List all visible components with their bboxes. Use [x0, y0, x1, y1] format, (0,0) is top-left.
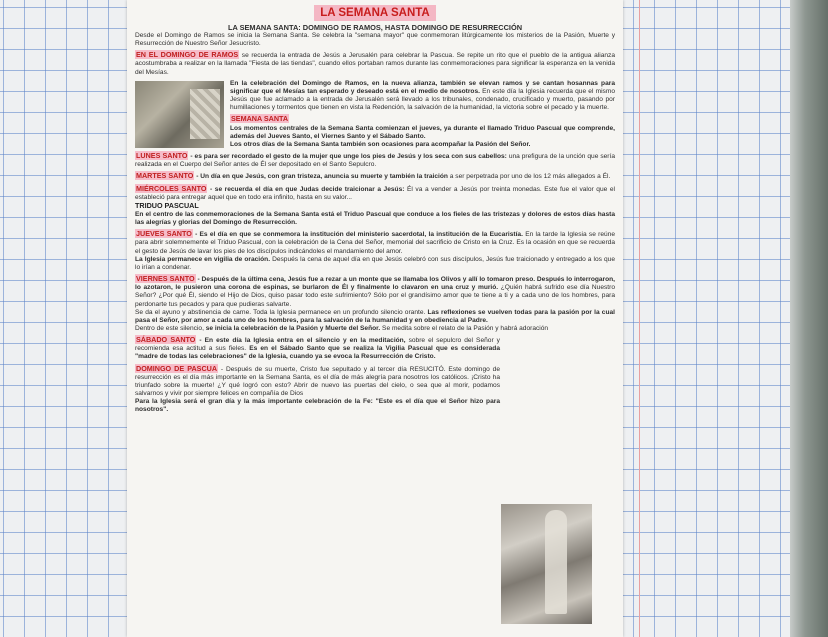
jueves-heading: JUEVES SANTO: [136, 229, 192, 239]
sabado-heading: SÁBADO SANTO: [136, 335, 196, 345]
jueves-section: [135, 230, 615, 272]
sabado-text2-bold: Es en el Sábado Santo que se realiza la Vigilia Pascual que es considerada "madre de todas las celebraciones" de la Iglesia, cuando ya se evoca la Resurrección de Cristo.: [135, 345, 500, 361]
martes-text: a ser perpetrada por uno de los 12 más allegados a Él.: [449, 173, 611, 181]
triduo-text: En el centro de las conmemoraciones de la Semana Santa está el Triduo Pascual que conduce a los fieles de las tristezas y dolores de estos días hasta las alegrías y glorias del Domingo de Resurrección.: [135, 210, 615, 227]
palm-sunday-photo: [135, 81, 224, 148]
lunes-text: una prefigura de la unción que sería realizada en el Cuerpo del Señor antes de Él ser depositado en el Santo Sepulcro.: [135, 153, 615, 169]
lunes-heading: LUNES SANTO: [136, 151, 188, 161]
document-content: [135, 5, 615, 418]
ramos-photo-block: [135, 80, 615, 149]
martes-section: [135, 172, 615, 181]
jueves-text2: Después la cena de aquel día en que Jesús celebró con sus discípulos, Jesús fue traicionado y entregado a los que lo irían a condenar.: [135, 255, 615, 271]
viernes-text-bold: - Después de la última cena, Jesús fue a rezar a un monte que se llamaba los Olivos y allí lo tomaron preso. Después lo interrogaron, lo azotaron, le pusieron una corona de espinas, se burlaron de Él y finalmente lo clavaron en una cruz y murió.: [135, 276, 616, 292]
semana-heading: SEMANA SANTA: [231, 114, 289, 124]
martes-heading: MARTES SANTO: [136, 171, 194, 181]
ramos-heading: EN EL DOMINGO DE RAMOS: [136, 50, 239, 60]
viernes-text3-end: Se medita sobre el relato de la Pasión y habrá adoración: [382, 325, 549, 332]
intro-paragraph: Desde el Domingo de Ramos se inicia la Semana Santa. Se celebra la "semana mayor" que conmemoran litúrgicamente los misterios de la Pasión, Muerte y Resurrección de Nuestro Señor Jesucristo.: [135, 32, 615, 48]
semana-text: Los momentos centrales de la Semana Santa comienzan el jueves, ya durante el llamado Triduo Pascual que comprende, además del Jueves Santo, el Viernes Santo y el Sábado Santo.: [230, 124, 615, 140]
pascua-text2-bold: Para la Iglesia será el gran día y la más importante celebración de la Fe: "Este es el día que el Señor hizo para nosotros".: [135, 398, 500, 414]
ramos-text: se recuerda la entrada de Jesús a Jerusalén para celebrar la Pascua. Se repite un rito que el pueblo de la antigua alianza acostumbraba a realizar en la llamada "Fiesta de las tiendas", cuando ellos portaban ramos durante las conmemoraciones para significar la esperanza en la venida del Mesías.: [135, 52, 615, 76]
jueves-text: En la tarde la Iglesia se reúne para abrir solemnemente el Triduo Pascual, con la celebración de la Cena del Señor, memorial del sacrificio de Cristo en la Cruz. Es la ocasión en que se recuerda el gesto de Jesús de lavar los pies de los discípulos indicándoles el mandamiento del amor.: [135, 231, 615, 255]
viernes-text3-bold: se inicia la celebración de la Pasión y Muerte del Señor.: [205, 325, 381, 332]
semana-text2: Los otros días de la Semana Santa también son ocasiones para acompañar la Pasión del Señor.: [230, 140, 531, 148]
sabado-section: [135, 336, 500, 361]
sabado-text: sobre el sepulcro del Señor y recomienda esa actitud a sus fieles.: [135, 337, 500, 353]
pascua-text: - Después de su muerte, Cristo fue sepultado y al tercer día RESUCITÓ. Este domingo de resurrección es el día más importante en la Semana Santa, es el día de más alegría para nosotros los católicos. ¡Cristo ha triunfado sobre la muerte! ¿Y qué logró con esto? Abrir de nuevo las puertas del cielo, o sea que al morir, podamos salvarnos y vivir por siempre felices en compañía de Dios: [135, 365, 500, 398]
ramos-photo-text-plain: En este día la Iglesia recuerda que el mismo Jesús que fue aclamado a la entrada de Jerusalén será llevado a los tribunales, condenado, crucificado y muerto, pasando por humillaciones y tormentos que tienen en vista la Redención, la salvación de la humanidad, la victoria sobre el pecado y la muerte.: [230, 87, 616, 112]
jueves-text2-bold: La Iglesia permanece en vigilia de oración.: [135, 255, 271, 263]
lunes-text-bold: - es para ser recordado el gesto de la mujer que unge los pies de Jesús y los seca con sus cabellos:: [190, 153, 507, 161]
viernes-heading: VIERNES SANTO: [136, 274, 195, 284]
jueves-text-bold: - Es el día en que se conmemora la institución del ministerio sacerdotal, la institución de la Eucaristía.: [195, 231, 523, 239]
miercoles-text-bold: - se recuerda el día en que Judas decide traicionar a Jesús:: [210, 185, 405, 193]
resurrection-photo: [501, 504, 592, 624]
sabado-text-bold: - En este día la Iglesia entra en el silencio y en la meditación,: [199, 337, 406, 345]
viernes-section: [135, 275, 615, 333]
ramos-photo-text-bold: En la celebración del Domingo de Ramos, en la nueva alianza, también se elevan ramos y se cantan hosannas para significar que el Mesías tan esperado y deseado está en el medio de nosotros.: [230, 79, 615, 95]
page-subtitle: LA SEMANA SANTA: DOMINGO DE RAMOS, HASTA DOMINGO DE RESURRECCIÓN: [227, 23, 523, 32]
pascua-heading: DOMINGO DE PASCUA: [136, 363, 218, 373]
viernes-text2-bold: Las reflexiones se vuelven todas para la pasión por la cual pasa el Señor, por amor a cada uno de los hombres, para la salvación de la humanidad y en obediencia al Padre.: [135, 308, 615, 324]
page-title: LA SEMANA SANTA: [314, 5, 435, 21]
notebook-margin-line: [639, 0, 640, 637]
viernes-text: ¿Quién habrá sufrido ese día Nuestro Señor? ¿Por qué Él, siendo el Hijo de Dios, quiso pasar todo este sufrimiento? Sólo por el grandísimo amor que te tiene a ti y a cada uno de los hombres, para perdonarte tus pecados y para que pudieras salvarte.: [135, 284, 615, 308]
ramos-section: [135, 51, 615, 76]
viernes-text2: Se da el ayuno y abstinencia de carne. Toda la Iglesia permanece en un profundo silencio orante.: [135, 308, 426, 316]
pascua-section: [135, 365, 500, 415]
triduo-heading: TRIDUO PASCUAL: [135, 200, 199, 210]
miercoles-section: [135, 185, 615, 228]
miercoles-heading: MIÉRCOLES SANTO: [136, 183, 207, 193]
miercoles-text: Él va a vender a Jesús por treinta monedas. Este fue el valor que el estableció para entregar aquel que en todo era infinito, hasta en su valor...: [135, 185, 615, 201]
martes-text-bold: - Un día en que Jesús, con gran tristeza, anuncia su muerte y también la traición: [196, 173, 448, 181]
lunes-section: [135, 152, 615, 169]
notebook-binding: [790, 0, 828, 637]
printed-sheet: [127, 0, 623, 637]
viernes-text3: Dentro de este silencio,: [135, 325, 204, 332]
